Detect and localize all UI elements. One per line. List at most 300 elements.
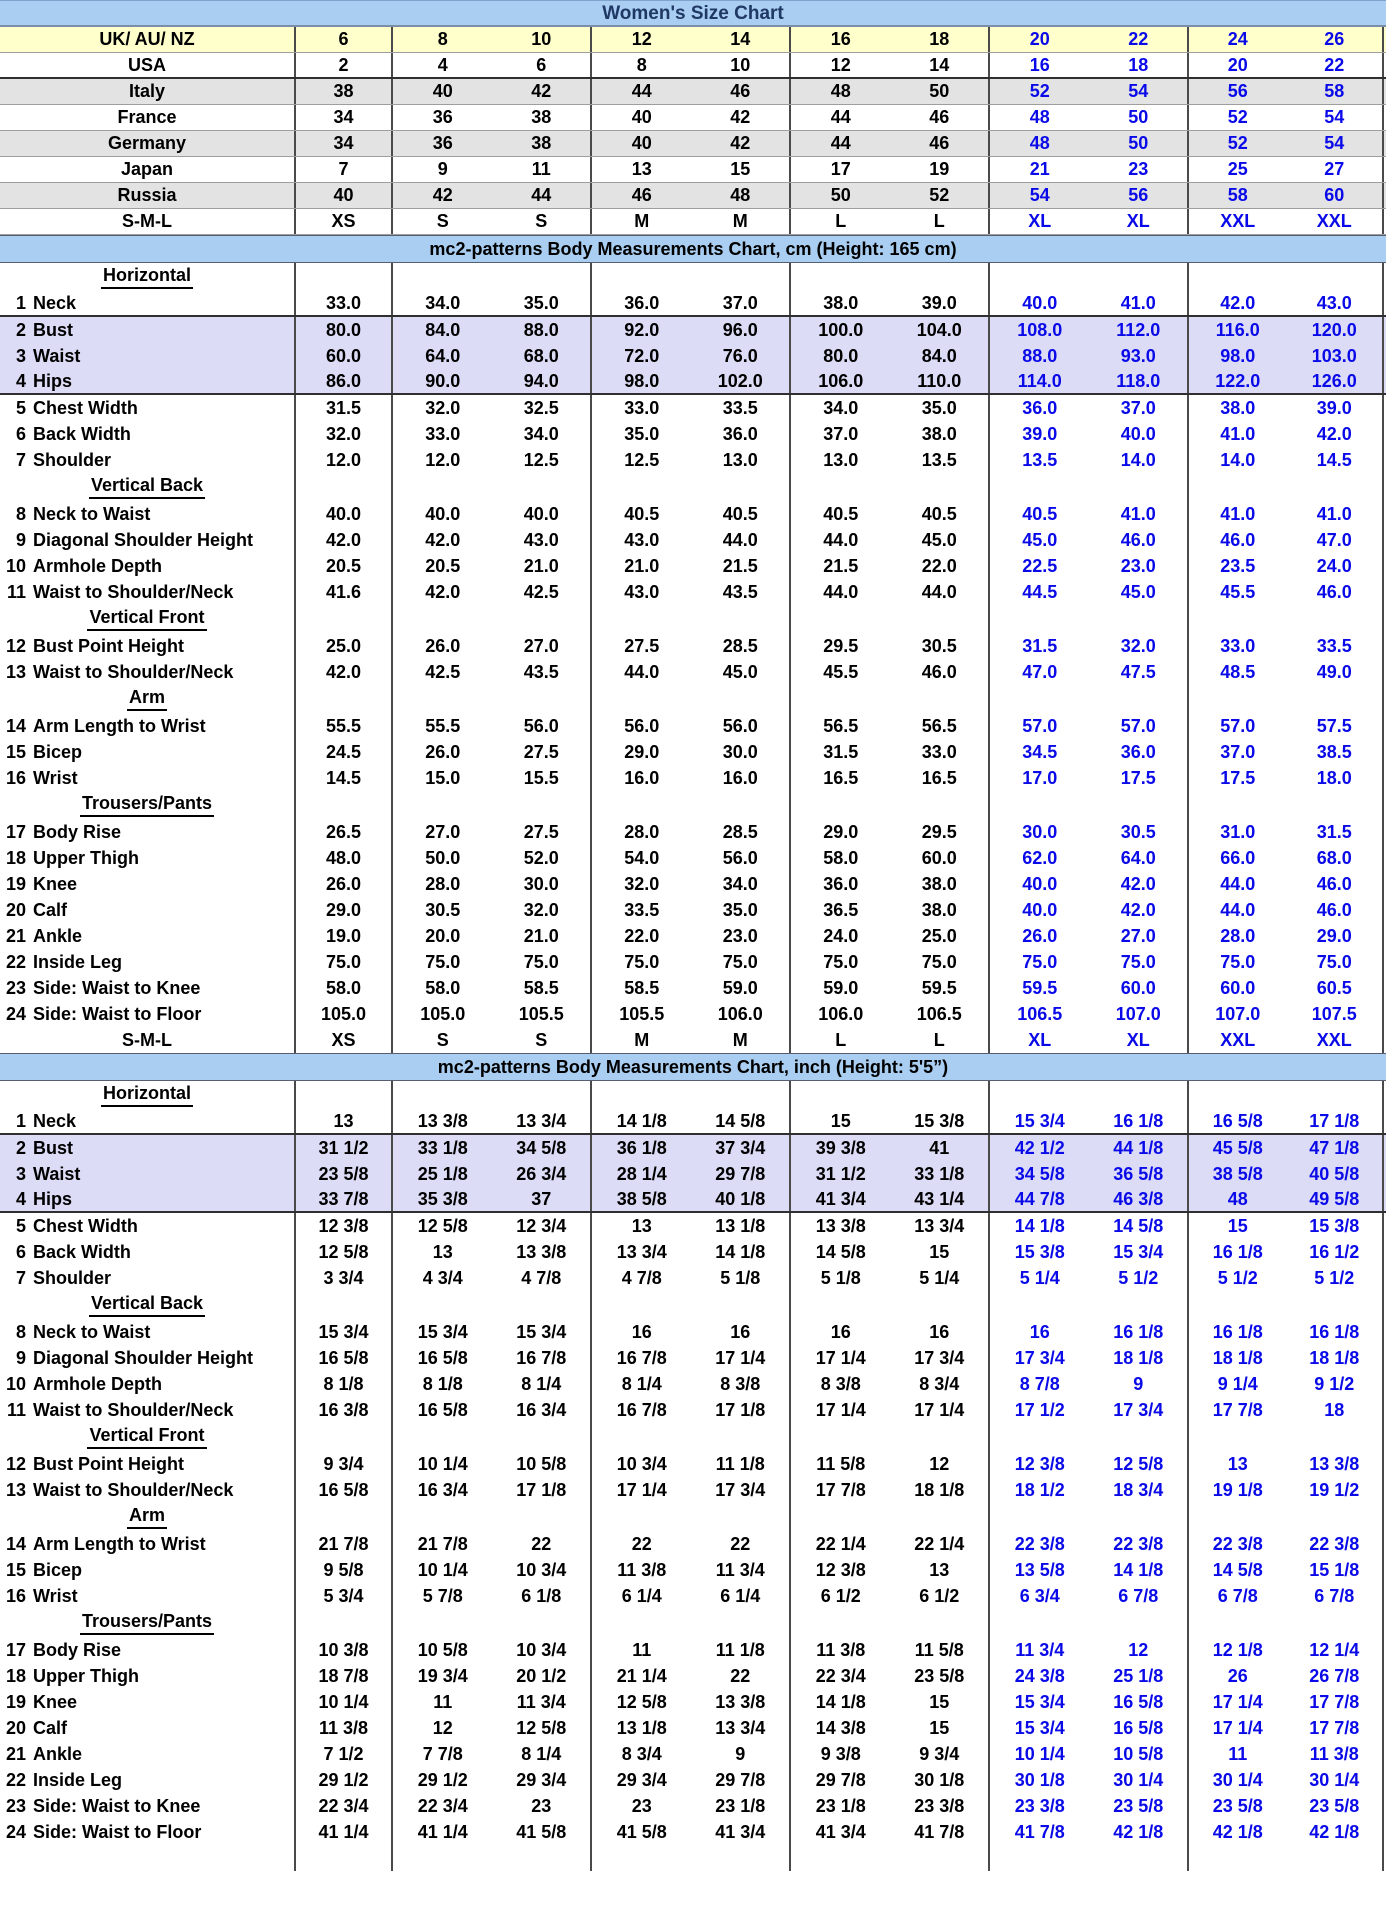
measurement-value-cell: 23.5 [1220, 555, 1256, 576]
measurement-value-cell: 22.0 [624, 925, 660, 946]
measurement-value-cell: 75.0 [1090, 949, 1190, 975]
measurement-value-cell: 46 3/8 [1090, 1187, 1190, 1211]
section-label [0, 1081, 296, 1109]
size-value-cell: 36 [432, 107, 453, 127]
measurement-value-cell: 22 3/4 [417, 1795, 468, 1816]
measurement-value-cell: 37.0 [692, 291, 792, 315]
measurement-value-cell: 30.5 [1090, 819, 1190, 845]
measurement-value-cell: 12 3/8 [296, 1213, 393, 1239]
measurement-value-cell: 21.5 [692, 553, 792, 579]
measurement-value-cell: 17 7/8 [815, 1479, 866, 1500]
measurement-label [0, 765, 296, 791]
measurement-number: 17 [5, 821, 26, 842]
measurement-row [0, 1819, 1386, 1845]
measurement-value-cell: 41 3/4 [815, 1188, 866, 1209]
measurement-value-cell: 16 5/8 [1212, 1110, 1263, 1131]
measurement-value-cell: 12 3/4 [493, 1213, 593, 1239]
measurement-value-cell: 17 1/8 [1287, 1109, 1385, 1133]
measurement-number: 1 [15, 1110, 26, 1131]
measurement-value-cell: 30.0 [493, 871, 593, 897]
measurement-value-cell: 17.0 [1022, 767, 1058, 788]
measurement-label [0, 871, 296, 897]
row-label [0, 79, 296, 104]
measurement-number: 4 [15, 370, 26, 391]
measurement-number: 16 [5, 767, 26, 788]
measurement-value-cell: 13 5/8 [1014, 1559, 1065, 1580]
measurement-name: Inside Leg [33, 951, 123, 972]
measurement-value-cell: 41 7/8 [1014, 1821, 1065, 1842]
measurement-value-cell: 112.0 [1090, 317, 1190, 343]
measurement-value-cell: 10 3/4 [616, 1453, 667, 1474]
measurement-value-cell: 37 [493, 1187, 593, 1211]
section-label [0, 473, 296, 501]
measurement-value-cell: 29.0 [823, 821, 859, 842]
measurement-value-cell: 5 1/8 [692, 1265, 792, 1291]
measurement-value-cell: 16 7/8 [616, 1347, 667, 1368]
measurement-value-cell: 11 3/4 [692, 1557, 792, 1583]
measurement-value-cell: 6 1/4 [621, 1585, 662, 1606]
measurement-value-cell: 20 1/2 [493, 1663, 593, 1689]
measurement-number: 7 [15, 449, 26, 470]
measurement-value-cell: 106.5 [1017, 1003, 1063, 1024]
measurement-value-cell: 26 [1227, 1665, 1248, 1686]
measurement-number: 12 [5, 635, 26, 656]
measurement-value-cell: 9 3/8 [820, 1743, 861, 1764]
measurement-value-cell: 16 3/8 [296, 1397, 393, 1423]
measurement-value-cell: 29 3/4 [493, 1767, 593, 1793]
section-label-text: Vertical Back [89, 1293, 205, 1317]
size-value-cell: 12 [631, 29, 652, 49]
measurement-value-cell: 16 7/8 [616, 1399, 667, 1420]
empty-cell [1287, 1423, 1385, 1451]
size-value-cell: 13 [631, 159, 652, 179]
measurement-name: Back Width [33, 1241, 131, 1262]
measurement-value-cell: 22 1/4 [891, 1531, 991, 1557]
measurement-value-cell: 12.0 [425, 449, 461, 470]
measurement-value-cell: 104.0 [891, 317, 991, 343]
empty-cell [592, 1423, 692, 1451]
measurement-value-cell: 41 3/4 [692, 1819, 792, 1845]
measurement-value-cell: 31 1/2 [815, 1163, 866, 1184]
empty-cell [393, 473, 493, 501]
size-value-cell: L [835, 211, 847, 231]
measurement-label [0, 1557, 296, 1583]
measurement-number: 20 [5, 899, 26, 920]
size-value-cell: 24 [1227, 29, 1248, 49]
row-label [0, 53, 296, 77]
measurement-value-cell: 42 1/2 [1014, 1137, 1065, 1158]
measurement-value-cell: 12 5/8 [417, 1215, 468, 1236]
empty-cell [791, 1291, 891, 1319]
measurement-name: Neck [33, 292, 77, 313]
measurement-number: 17 [5, 1639, 26, 1660]
measurement-value-cell: 106.0 [692, 1001, 792, 1027]
measurement-value-cell: 32.0 [425, 397, 461, 418]
empty-cell [1189, 1503, 1287, 1531]
measurement-number: 15 [5, 1559, 26, 1580]
measurement-value-cell: 48.5 [1220, 661, 1256, 682]
measurement-value-cell: 75.0 [1220, 951, 1256, 972]
measurement-value-cell: 22 3/4 [815, 1665, 866, 1686]
measurement-number: 22 [5, 951, 26, 972]
measurement-value-cell: 23 3/8 [1014, 1795, 1065, 1816]
empty-cell [393, 1291, 493, 1319]
measurement-number: 3 [15, 1163, 26, 1184]
measurement-value-cell: 23 1/8 [815, 1795, 866, 1816]
measurement-value-cell: 105.0 [420, 1003, 466, 1024]
measurement-value-cell: 41 3/4 [815, 1821, 866, 1842]
measurement-value-cell: 33.5 [1287, 633, 1385, 659]
size-value-cell: 27 [1287, 157, 1385, 182]
measurement-value-cell: 110.0 [891, 369, 991, 393]
measurement-label [0, 579, 296, 605]
measurement-value-cell: 57.0 [1090, 713, 1190, 739]
measurement-value-cell: 40.5 [624, 503, 660, 524]
measurement-value-cell: 13 3/8 [1287, 1451, 1385, 1477]
measurement-value-cell: 75.0 [1287, 949, 1385, 975]
measurement-value-cell: 30.0 [692, 739, 792, 765]
measurement-value-cell: 60.0 [296, 343, 393, 369]
measurement-value-cell: 59.5 [1022, 977, 1058, 998]
measurement-name: Diagonal Shoulder Height [33, 1347, 254, 1368]
sml-value-cell: XS [296, 1027, 393, 1053]
size-value-cell: 8 [636, 54, 647, 75]
measurement-value-cell: 33.0 [296, 291, 393, 315]
measurement-value-cell: 25 1/8 [417, 1163, 468, 1184]
section-label-text: Arm [127, 687, 167, 711]
measurement-value-cell: 17 1/4 [815, 1347, 866, 1368]
size-value-cell: 7 [296, 157, 393, 182]
measurement-name: Bust Point Height [33, 1453, 184, 1474]
measurement-value-cell: 44.0 [823, 529, 859, 550]
measurement-value-cell: 21.0 [493, 553, 593, 579]
size-value-cell: 50 [891, 79, 991, 104]
row-label [0, 27, 296, 52]
row-label [0, 131, 296, 156]
measurement-value-cell: 42.5 [493, 579, 593, 605]
measurement-name: Upper Thigh [33, 1665, 139, 1686]
measurement-value-cell: 5 1/8 [820, 1267, 861, 1288]
measurement-value-cell: 17 3/4 [891, 1345, 991, 1371]
measurement-name: Arm Length to Wrist [33, 715, 206, 736]
measurement-value-cell: 22 3/8 [1287, 1531, 1385, 1557]
row-label-text: UK/ AU/ NZ [99, 29, 195, 49]
measurement-value-cell: 4 3/4 [422, 1267, 463, 1288]
measurement-value-cell: 114.0 [1017, 370, 1062, 391]
measurement-value-cell: 38.0 [823, 292, 859, 313]
empty-cell [296, 1081, 393, 1109]
measurement-value-cell: 14.5 [1287, 447, 1385, 473]
measurement-value-cell: 12 1/8 [1212, 1639, 1263, 1660]
measurement-name: Bust [33, 319, 73, 340]
measurement-value-cell: 55.5 [425, 715, 461, 736]
measurement-value-cell: 14 1/8 [692, 1239, 792, 1265]
empty-cell [1189, 1423, 1287, 1451]
measurement-value-cell: 34.0 [493, 421, 593, 447]
measurement-value-cell: 14 5/8 [1212, 1559, 1263, 1580]
measurement-value-cell: 18 1/8 [891, 1477, 991, 1503]
measurement-value-cell: 12 [1090, 1637, 1190, 1663]
measurement-value-cell: 42.0 [425, 581, 461, 602]
measurement-number: 7 [15, 1267, 26, 1288]
measurement-value-cell: 15 3/4 [417, 1321, 468, 1342]
measurement-value-cell: 16.5 [823, 767, 859, 788]
empty-cell [791, 1503, 891, 1531]
measurement-value-cell: 36.0 [692, 421, 792, 447]
measurement-value-cell: 8 1/4 [493, 1741, 593, 1767]
empty-cell [791, 685, 891, 713]
measurement-value-cell: 58.5 [624, 977, 660, 998]
empty-cell [296, 791, 393, 819]
measurement-value-cell: 29 7/8 [692, 1161, 792, 1187]
empty-cell [692, 263, 792, 291]
measurement-value-cell: 12 5/8 [493, 1715, 593, 1741]
measurement-value-cell: 6 7/8 [1217, 1585, 1258, 1606]
measurement-value-cell: 62.0 [1022, 847, 1058, 868]
measurement-value-cell: 46.0 [1090, 527, 1190, 553]
measurement-value-cell: 26.0 [296, 871, 393, 897]
measurement-label [0, 975, 296, 1001]
measurement-value-cell: 105.5 [619, 1003, 665, 1024]
measurement-value-cell: 33.0 [624, 397, 660, 418]
empty-cell [990, 791, 1090, 819]
measurement-value-cell: 29 7/8 [815, 1769, 866, 1790]
measurement-value-cell: 75.0 [425, 951, 461, 972]
measurement-value-cell: 13 3/4 [616, 1241, 667, 1262]
empty-cell [791, 1845, 891, 1871]
measurement-row [0, 421, 1386, 447]
measurement-row [0, 1715, 1386, 1741]
measurement-value-cell: 28.5 [692, 633, 792, 659]
measurement-value-cell: 43 1/4 [891, 1187, 991, 1211]
measurement-value-cell: 6 3/4 [1019, 1585, 1060, 1606]
measurement-value-cell: 40.0 [296, 501, 393, 527]
measurement-value-cell: 16 [830, 1321, 851, 1342]
measurement-value-cell: 40.0 [1022, 899, 1058, 920]
measurement-value-cell: 16 [891, 1319, 991, 1345]
measurement-value-cell: 29 1/2 [417, 1769, 468, 1790]
empty-cell [692, 1423, 792, 1451]
measurement-value-cell: 45.0 [1022, 529, 1058, 550]
measurement-value-cell: 56.0 [493, 713, 593, 739]
measurement-value-cell: 4 7/8 [493, 1265, 593, 1291]
size-value-cell: 16 [1029, 54, 1050, 75]
measurement-value-cell: 11 [1228, 1743, 1248, 1764]
sml-value-cell: M [634, 1029, 650, 1050]
measurement-value-cell: 28.0 [1220, 925, 1256, 946]
measurement-value-cell: 23 [631, 1795, 652, 1816]
measurement-value-cell: 9 1/4 [1217, 1373, 1258, 1394]
inch-section-header: mc2-patterns Body Measurements Chart, inch (Height: 5'5”) [0, 1053, 1386, 1081]
measurement-label [0, 659, 296, 685]
measurement-value-cell: 14.0 [1090, 447, 1190, 473]
size-value-cell: 19 [891, 157, 991, 182]
measurement-label [0, 1583, 296, 1609]
measurement-row [0, 343, 1386, 369]
empty-cell [891, 1609, 991, 1637]
size-value-cell: 11 [493, 157, 593, 182]
empty-cell [493, 791, 593, 819]
empty-cell [891, 1423, 991, 1451]
empty-cell [692, 1291, 792, 1319]
size-row [0, 183, 1386, 209]
measurement-value-cell: 5 1/2 [1090, 1265, 1190, 1291]
measurement-value-cell: 18 1/2 [1014, 1479, 1065, 1500]
measurement-row [0, 291, 1386, 317]
measurement-value-cell: 11 5/8 [891, 1637, 991, 1663]
sml-value-cell: S [436, 1029, 449, 1050]
measurement-value-cell: 60.5 [1287, 975, 1385, 1001]
section-label-text: Trousers/Pants [80, 1611, 214, 1635]
measurement-row [0, 765, 1386, 791]
measurement-value-cell: 29 3/4 [616, 1769, 667, 1790]
measurement-value-cell: 8 3/8 [820, 1373, 861, 1394]
measurement-value-cell: 17 3/4 [692, 1477, 792, 1503]
section-label-text: Arm [127, 1505, 167, 1529]
empty-cell [990, 1609, 1090, 1637]
measurement-label [0, 1451, 296, 1477]
measurement-value-cell: 11 3/4 [493, 1689, 593, 1715]
measurement-value-cell: 16 7/8 [493, 1345, 593, 1371]
measurement-value-cell: 5 3/4 [296, 1583, 393, 1609]
measurement-value-cell: 41.6 [296, 579, 393, 605]
measurement-name: Wrist [33, 1585, 78, 1606]
empty-cell [1090, 1845, 1190, 1871]
measurement-row [0, 897, 1386, 923]
section-label-row [0, 1081, 1386, 1109]
empty-trailing-row [0, 1845, 1393, 1871]
size-value-cell: M [692, 209, 792, 234]
empty-cell [493, 605, 593, 633]
section-label-row [0, 263, 1386, 291]
size-value-cell: 54 [1287, 131, 1385, 156]
size-value-cell: 54 [1090, 79, 1190, 104]
measurement-value-cell: 5 1/4 [1019, 1267, 1060, 1288]
size-value-cell: 48 [692, 183, 792, 208]
measurement-value-cell: 10 3/4 [493, 1637, 593, 1663]
measurement-row [0, 395, 1386, 421]
measurement-value-cell: 23.0 [1090, 553, 1190, 579]
measurement-name: Armhole Depth [33, 1373, 163, 1394]
measurement-name: Waist to Shoulder/Neck [33, 581, 234, 602]
measurement-value-cell: 5 1/2 [1287, 1265, 1385, 1291]
empty-cell [393, 263, 493, 291]
measurement-value-cell: 8 1/8 [296, 1371, 393, 1397]
measurement-value-cell: 37 3/4 [692, 1135, 792, 1161]
measurement-value-cell: 14 1/8 [815, 1691, 866, 1712]
measurement-value-cell: 40 1/8 [692, 1187, 792, 1211]
section-label-row [0, 1423, 1386, 1451]
measurement-name: Shoulder [33, 1267, 112, 1288]
measurement-value-cell: 27.0 [425, 821, 461, 842]
measurement-value-cell: 16 [1029, 1321, 1050, 1342]
measurement-value-cell: 17 1/4 [616, 1479, 667, 1500]
measurement-value-cell: 41 5/8 [616, 1821, 667, 1842]
measurement-label [0, 1213, 296, 1239]
measurement-value-cell: 23 5/8 [891, 1663, 991, 1689]
measurement-value-cell: 28 1/4 [616, 1163, 667, 1184]
empty-cell [296, 263, 393, 291]
measurement-value-cell: 88.0 [1022, 345, 1058, 366]
measurement-value-cell: 15 [830, 1110, 851, 1131]
measurement-value-cell: 94.0 [493, 369, 593, 393]
empty-cell [592, 791, 692, 819]
size-value-cell: 10 [692, 53, 792, 77]
measurement-value-cell: 33.0 [1220, 635, 1256, 656]
measurement-value-cell: 22 1/4 [815, 1533, 866, 1554]
measurement-value-cell: 22 3/8 [1014, 1533, 1065, 1554]
size-value-cell: 6 [296, 27, 393, 52]
measurement-value-cell: 40.0 [1090, 421, 1190, 447]
section-label-text: Vertical Back [89, 475, 205, 499]
measurement-value-cell: 5 7/8 [422, 1585, 463, 1606]
measurement-value-cell: 18 1/8 [1090, 1345, 1190, 1371]
size-value-cell: 21 [1029, 159, 1050, 179]
measurement-label [0, 1637, 296, 1663]
empty-cell [990, 263, 1090, 291]
measurement-value-cell: 15 [891, 1715, 991, 1741]
measurement-value-cell: 98.0 [1220, 345, 1256, 366]
measurement-value-cell: 40.5 [823, 503, 859, 524]
row-label [0, 209, 296, 234]
measurement-value-cell: 17 1/4 [815, 1399, 866, 1420]
size-value-cell: 12 [830, 54, 851, 75]
row-label-text: USA [127, 54, 166, 75]
measurement-value-cell: 39.0 [1022, 423, 1058, 444]
measurement-value-cell: 107.0 [1215, 1003, 1261, 1024]
measurement-value-cell: 16 1/8 [1212, 1321, 1263, 1342]
measurement-value-cell: 41 1/4 [417, 1821, 468, 1842]
measurement-value-cell: 10 1/4 [296, 1689, 393, 1715]
empty-cell [0, 1845, 296, 1871]
measurement-value-cell: 38.0 [891, 897, 991, 923]
measurement-name: Inside Leg [33, 1769, 123, 1790]
measurement-value-cell: 38.0 [891, 421, 991, 447]
measurement-value-cell: 39 3/8 [815, 1137, 866, 1158]
measurement-value-cell: 106.5 [891, 1001, 991, 1027]
measurement-label [0, 447, 296, 473]
section-label [0, 605, 296, 633]
size-row [0, 131, 1386, 157]
measurement-value-cell: 40.5 [891, 501, 991, 527]
measurement-row [0, 1451, 1386, 1477]
empty-cell [990, 685, 1090, 713]
measurement-value-cell: 35.0 [493, 291, 593, 315]
measurement-value-cell: 12 5/8 [1090, 1451, 1190, 1477]
measurement-value-cell: 35.0 [692, 897, 792, 923]
measurement-value-cell: 15 [891, 1689, 991, 1715]
section-label-row [0, 791, 1386, 819]
measurement-value-cell: 46.0 [1220, 529, 1256, 550]
size-value-cell: 16 [830, 29, 851, 49]
measurement-value-cell: 32.0 [493, 897, 593, 923]
measurement-value-cell: 15.0 [425, 767, 461, 788]
measurement-value-cell: 18.0 [1287, 765, 1385, 791]
measurement-value-cell: 8 7/8 [1019, 1373, 1060, 1394]
measurement-value-cell: 10 5/8 [493, 1451, 593, 1477]
measurement-value-cell: 27.0 [493, 633, 593, 659]
empty-cell [990, 1291, 1090, 1319]
measurement-row [0, 819, 1386, 845]
measurement-value-cell: 24 3/8 [1014, 1665, 1065, 1686]
size-value-cell: S [436, 211, 449, 231]
measurement-value-cell: 16 [692, 1319, 792, 1345]
measurement-value-cell: 17 1/4 [1212, 1691, 1263, 1712]
measurement-value-cell: 26 3/4 [493, 1161, 593, 1187]
measurement-value-cell: 86.0 [296, 369, 393, 393]
empty-cell [1090, 1291, 1190, 1319]
measurement-value-cell: 40.0 [1022, 292, 1058, 313]
